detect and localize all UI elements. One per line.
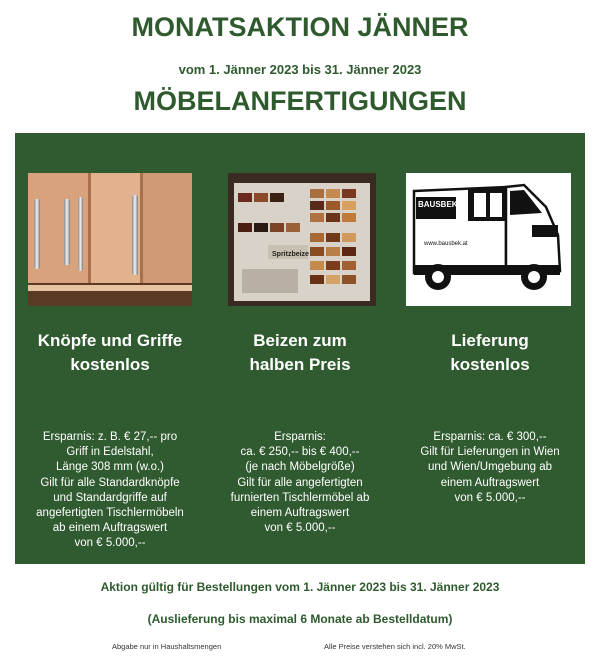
offer-handles-headline: Knöpfe und Griffe kostenlos xyxy=(37,331,183,374)
stain-samples-photo xyxy=(228,173,376,306)
promo-period: vom 1. Jänner 2023 bis 31. Jänner 2023 xyxy=(178,62,422,77)
offer-handles xyxy=(15,133,205,564)
stain-brand-label: Spritzbeize xyxy=(272,251,309,258)
offer-stains-details: Ersparnis: ca. € 250,-- bis € 400,-- (je nach Möbelgröße) Gilt für alle angefertigten furnierten Tischlermöbel ab einem Auftragswert von € 5.000,-- xyxy=(230,431,370,535)
stain-samples-image xyxy=(228,173,376,306)
van-brand-label: BAUSBEK xyxy=(418,200,458,209)
offer-stains-headline: Beizen zum halben Preis xyxy=(249,331,351,374)
household-quantity-note: Abgabe nur in Haushaltsmengen xyxy=(112,642,222,651)
page-subtitle: MÖBELANFERTIGUNGEN xyxy=(133,86,467,116)
offer-delivery-headline: Lieferung kostenlos xyxy=(450,331,530,374)
offer-handles-details: Ersparnis: z. B. € 27,-- pro Griff in Edelstahl, Länge 308 mm (w.o.) Gilt für alle Standardknöpfe und Standardgriffe auf angefertigten Tischlermöbeln ab einem Auftragswert von € 5.000,-- xyxy=(36,431,184,550)
delivery-van-icon xyxy=(406,173,571,306)
page-title: MONATSAKTION JÄNNER xyxy=(131,12,469,42)
offer-delivery xyxy=(395,133,585,564)
validity-note: Aktion gültig für Bestellungen vom 1. Jänner 2023 bis 31. Jänner 2023 xyxy=(100,580,500,594)
cabinet-handles-image xyxy=(28,173,192,306)
van-url-label: www.bausbek.at xyxy=(424,241,468,247)
offer-stains xyxy=(205,133,395,564)
offers-panel xyxy=(15,133,585,564)
delivery-van-image xyxy=(406,173,571,306)
vat-note: Alle Preise verstehen sich incl. 20% MwSt. xyxy=(324,642,466,651)
offer-delivery-details: Ersparnis: ca. € 300,-- Gilt für Lieferungen in Wien und Wien/Umgebung ab einem Auftragswert von € 5.000,-- xyxy=(420,431,560,504)
handles-photo xyxy=(28,173,192,306)
delivery-note: (Auslieferung bis maximal 6 Monate ab Bestelldatum) xyxy=(147,612,453,626)
